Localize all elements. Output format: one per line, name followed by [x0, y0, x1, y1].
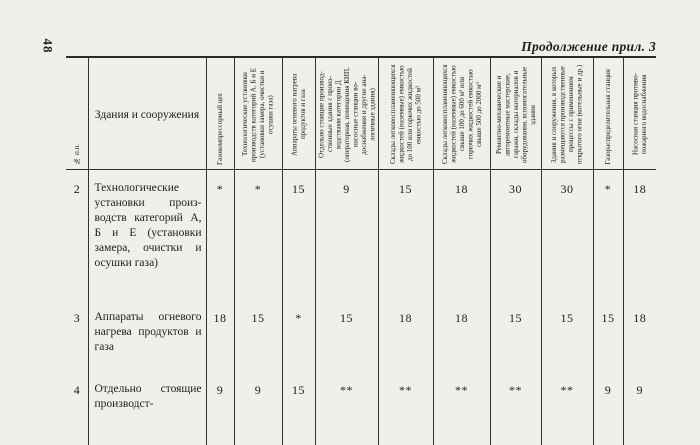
cell-value: ** — [378, 371, 433, 445]
cell-value: 15 — [282, 169, 315, 299]
cell-value: ** — [541, 371, 593, 445]
col-header-gas-compressor-shop-label: Газокомпрессорный цех — [215, 92, 224, 165]
col-header-process-units — [234, 57, 282, 169]
cell-value: 15 — [315, 299, 378, 371]
col-header-flammable-storage-small-label: Склады легковоспламеняющихся жидкостей (наземные) емкостью до 100 или горючих жидкостей емкостью до 500 м³ — [388, 64, 422, 164]
cell-value: 15 — [282, 371, 315, 445]
cell-value: 9 — [593, 371, 623, 445]
cell-value: 18 — [433, 169, 490, 299]
col-header-fire-water-pump-station — [623, 57, 656, 169]
col-header-fired-heaters-label: Аппараты огневого нагрева продуктов и газа — [290, 72, 307, 156]
col-header-repair-workshops-label: Ремонтно-механические и авторемонтные мастерские, гаражи, склады материалов и оборудования, вспомогательные здания — [494, 65, 537, 163]
row-number: 4 — [73, 383, 80, 397]
col-header-flammable-storage-large — [433, 57, 490, 169]
cell-value: ** — [490, 371, 541, 445]
cell-value: 15 — [234, 299, 282, 371]
cell-value: * — [234, 169, 282, 299]
cell-value: 30 — [490, 169, 541, 299]
row-name: Отдельно стоящие производст- — [88, 371, 206, 445]
cell-value: ** — [433, 371, 490, 445]
col-header-process-units-label: Технологические установки производств категорий А, Б и Е (установки замера, очистки и осушки газа) — [241, 66, 275, 162]
cell-value: 18 — [378, 299, 433, 371]
col-header-row-number-label: № п.п. — [72, 143, 81, 165]
col-header-row-number — [66, 57, 88, 169]
page-title: Продолжение прил. 3 — [521, 39, 656, 54]
table-row — [66, 371, 656, 445]
cell-value: 9 — [206, 371, 234, 445]
cell-value: * — [206, 169, 234, 299]
cell-value: 9 — [315, 169, 378, 299]
header-row — [66, 57, 656, 169]
cell-value: * — [282, 299, 315, 371]
col-header-category-d-buildings — [315, 57, 378, 169]
col-header-open-flame-buildings-label: Здания и сооружения, в которых размещаются производственные процессы с применением открытого огня (котельные и др.) — [550, 64, 584, 164]
cell-value: 15 — [593, 299, 623, 371]
cell-value: 9 — [623, 371, 656, 445]
col-header-buildings — [88, 57, 206, 169]
page-number: 48 — [40, 38, 56, 54]
cell-value: * — [593, 169, 623, 299]
row-name: Технологические установки производств категорий А, Б и Е (установки замера, очистки и осушки газа) — [88, 169, 206, 299]
row-number: 2 — [73, 181, 80, 196]
cell-value: ** — [315, 371, 378, 445]
col-header-gas-distribution-station-label: Газораспределительная станция — [603, 68, 612, 165]
cell-value: 30 — [541, 169, 593, 299]
col-header-gas-distribution-station — [593, 57, 623, 169]
cell-value: 18 — [433, 299, 490, 371]
cell-value: 9 — [234, 371, 282, 445]
col-header-category-d-buildings-label: Отдельно стоящие производственные здания с производствами категории Д (операторная, помещения КИП, насосные станции водоснабжения и другие аналогичные здания) — [316, 66, 376, 162]
col-header-repair-workshops — [490, 57, 541, 169]
col-header-buildings-label: Здания и сооружения — [94, 109, 200, 122]
table-row — [66, 169, 656, 299]
col-header-flammable-storage-small — [378, 57, 433, 169]
col-header-gas-compressor-shop — [206, 57, 234, 169]
cell-value: 18 — [623, 299, 656, 371]
cell-value: 15 — [378, 169, 433, 299]
row-number: 3 — [73, 311, 80, 325]
col-header-fire-water-pump-station-label: Насосная станция противопожарного водоснабжения — [631, 73, 648, 155]
cell-value: 15 — [490, 299, 541, 371]
fire-safety-distance-table — [66, 56, 656, 445]
col-header-open-flame-buildings — [541, 57, 593, 169]
cell-value: 18 — [206, 299, 234, 371]
col-header-flammable-storage-large-label: Склады легковоспламеняющихся жидкостей (наземные) емкостью свыше 100 до 600 м³ или горючих жидкостей емкостью свыше 500 до 2000 м³ — [440, 64, 483, 164]
col-header-fired-heaters — [282, 57, 315, 169]
cell-value: 18 — [623, 169, 656, 299]
row-name: Аппараты огневого нагрева продуктов и газа — [88, 299, 206, 371]
table-row — [66, 299, 656, 371]
cell-value: 15 — [541, 299, 593, 371]
